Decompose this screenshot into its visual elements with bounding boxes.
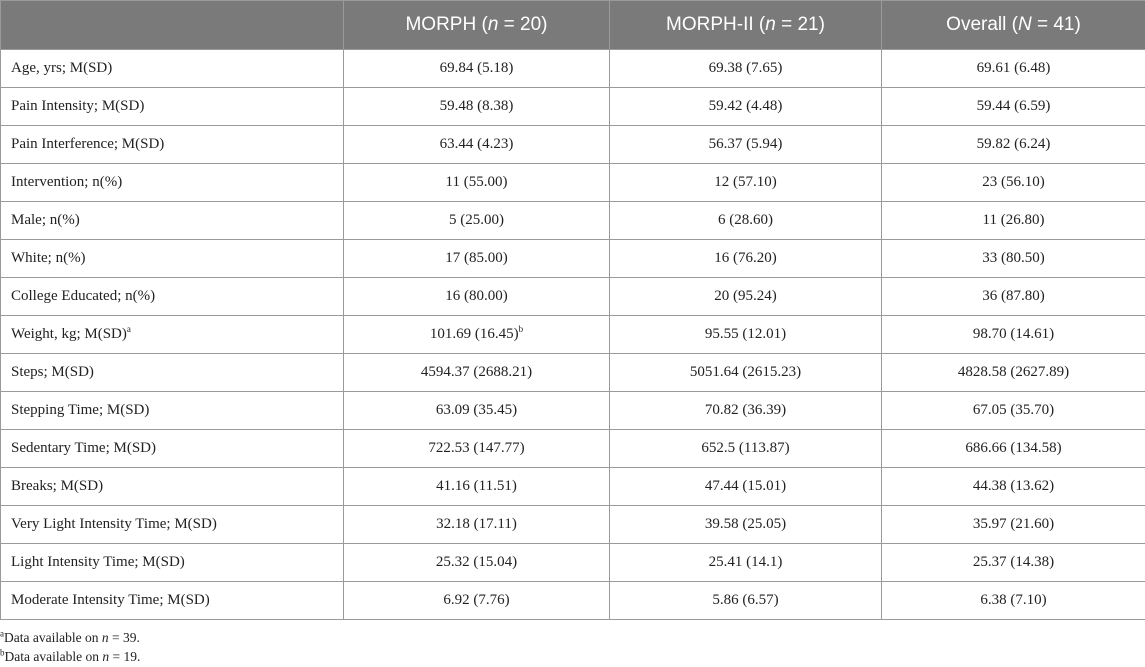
row-label-text: Pain Intensity; M(SD) (11, 98, 145, 114)
table-row (1, 50, 1145, 88)
header-blank-cell (1, 1, 344, 50)
table-row (1, 126, 1145, 164)
row-label (1, 392, 344, 430)
row-label (1, 430, 344, 468)
morph-value-text: 11 (55.00) (445, 174, 508, 190)
morph-value (344, 468, 610, 506)
footnote-a (0, 628, 140, 647)
morph-value (344, 354, 610, 392)
morph-ii-value-text: 69.38 (7.65) (708, 60, 783, 76)
morph-ii-value-text: 25.41 (14.1) (708, 554, 783, 570)
morph-ii-value (610, 164, 882, 202)
footnote-mark: a (0, 628, 4, 639)
morph-ii-value (610, 468, 882, 506)
row-label-text: Light Intensity Time; M(SD) (11, 554, 185, 570)
morph-value-text: 32.18 (17.11) (436, 516, 517, 532)
morph-ii-value-text: 5051.64 (2615.23) (689, 364, 802, 380)
row-label (1, 354, 344, 392)
footnote-text: Data available on (4, 649, 103, 664)
row-label (1, 50, 344, 88)
footnote-symbol: n (102, 649, 110, 664)
morph-ii-value-text: 47.44 (15.01) (704, 478, 787, 494)
overall-value-text: 36 (87.80) (982, 288, 1045, 304)
morph-value-text: 17 (85.00) (445, 250, 508, 266)
morph-ii-value-text: 59.42 (4.48) (708, 98, 783, 114)
morph-value-text: 41.16 (11.51) (436, 478, 517, 494)
header-morph: MORPH (n = 20) (344, 1, 610, 50)
morph-value-text: 4594.37 (2688.21) (420, 364, 533, 380)
morph-ii-value (610, 316, 882, 354)
table-row (1, 392, 1145, 430)
overall-value (882, 354, 1145, 392)
overall-value-text: 25.37 (14.38) (972, 554, 1055, 570)
row-label-text: Sedentary Time; M(SD) (11, 440, 157, 456)
table-row (1, 278, 1145, 316)
morph-value-text: 722.53 (147.77) (428, 440, 525, 456)
overall-value-text: 59.82 (6.24) (976, 136, 1051, 152)
overall-value-text: 69.61 (6.48) (976, 60, 1051, 76)
morph-value-text: 63.44 (4.23) (439, 136, 514, 152)
footnote-mark: b (0, 647, 5, 658)
table-row (1, 316, 1145, 354)
row-label-text: Breaks; M(SD) (11, 478, 104, 494)
morph-value (344, 278, 610, 316)
morph-ii-value (610, 88, 882, 126)
table-row (1, 202, 1145, 240)
morph-ii-value (610, 354, 882, 392)
row-label-text: Stepping Time; M(SD) (11, 402, 150, 418)
morph-value (344, 164, 610, 202)
morph-value (344, 582, 610, 620)
footnote-symbol: n (101, 630, 109, 645)
overall-value (882, 88, 1145, 126)
row-label-text: Steps; M(SD) (11, 364, 94, 380)
overall-value-text: 11 (26.80) (982, 212, 1045, 228)
overall-value-text: 44.38 (13.62) (972, 478, 1055, 494)
morph-ii-value (610, 202, 882, 240)
row-label-text: Moderate Intensity Time; M(SD) (11, 592, 210, 608)
footnote-value: = 39. (108, 630, 140, 645)
morph-value (344, 50, 610, 88)
morph-ii-value-text: 70.82 (36.39) (704, 402, 787, 418)
overall-value-text: 33 (80.50) (982, 250, 1045, 266)
overall-value-text: 23 (56.10) (982, 174, 1045, 190)
table-row (1, 354, 1145, 392)
row-label (1, 88, 344, 126)
morph-value-text: 16 (80.00) (445, 288, 508, 304)
overall-value (882, 202, 1145, 240)
footnote-marker: b (518, 324, 524, 334)
row-label (1, 316, 344, 354)
morph-value-text: 6.92 (7.76) (443, 592, 510, 608)
morph-ii-value-text: 20 (95.24) (714, 288, 777, 304)
footnote-value: = 19. (109, 649, 141, 664)
morph-value-text: 25.32 (15.04) (435, 554, 518, 570)
morph-value (344, 202, 610, 240)
table-row (1, 582, 1145, 620)
overall-value (882, 316, 1145, 354)
morph-ii-value-text: 5.86 (6.57) (712, 592, 779, 608)
morph-value (344, 392, 610, 430)
overall-value (882, 506, 1145, 544)
morph-value-text: 63.09 (35.45) (435, 402, 518, 418)
morph-value (344, 126, 610, 164)
overall-value (882, 582, 1145, 620)
morph-value (344, 240, 610, 278)
row-label (1, 278, 344, 316)
overall-value-text: 67.05 (35.70) (972, 402, 1055, 418)
morph-ii-value-text: 652.5 (113.87) (701, 440, 790, 456)
overall-value (882, 544, 1145, 582)
morph-ii-value (610, 582, 882, 620)
overall-value (882, 126, 1145, 164)
morph-ii-value (610, 506, 882, 544)
row-label (1, 506, 344, 544)
overall-value (882, 278, 1145, 316)
overall-value (882, 164, 1145, 202)
footnote-text: Data available on (4, 630, 102, 645)
row-label-text: Intervention; n(%) (11, 174, 123, 190)
morph-value (344, 316, 610, 354)
morph-value (344, 544, 610, 582)
morph-ii-value (610, 544, 882, 582)
morph-ii-value (610, 126, 882, 164)
overall-value-text: 686.66 (134.58) (965, 440, 1062, 456)
table-row (1, 430, 1145, 468)
header-overall: Overall (N = 41) (882, 1, 1145, 50)
row-label-text: Weight, kg; M(SD) (11, 326, 127, 342)
table-body (1, 50, 1145, 620)
footnote-marker: a (126, 324, 131, 334)
overall-value-text: 98.70 (14.61) (972, 326, 1055, 342)
morph-ii-value-text: 16 (76.20) (714, 250, 777, 266)
morph-value-text: 101.69 (16.45) (429, 326, 519, 342)
morph-value (344, 506, 610, 544)
row-label (1, 468, 344, 506)
table-row (1, 164, 1145, 202)
row-label-text: Male; n(%) (11, 212, 80, 228)
row-label (1, 582, 344, 620)
morph-ii-value-text: 12 (57.10) (714, 174, 777, 190)
row-label (1, 164, 344, 202)
morph-ii-value (610, 50, 882, 88)
table-row (1, 240, 1145, 278)
row-label-text: College Educated; n(%) (11, 288, 156, 304)
table-header-row (1, 1, 1145, 50)
row-label-text: Age, yrs; M(SD) (11, 60, 113, 76)
table-row (1, 506, 1145, 544)
row-label-text: White; n(%) (11, 250, 86, 266)
table-row (1, 88, 1145, 126)
morph-ii-value-text: 6 (28.60) (718, 212, 773, 228)
morph-ii-value (610, 240, 882, 278)
overall-value (882, 468, 1145, 506)
row-label (1, 126, 344, 164)
morph-ii-value (610, 278, 882, 316)
overall-value-text: 6.38 (7.10) (980, 592, 1047, 608)
morph-ii-value-text: 95.55 (12.01) (704, 326, 787, 342)
morph-value-text: 59.48 (8.38) (439, 98, 514, 114)
morph-value (344, 430, 610, 468)
table-row (1, 544, 1145, 582)
morph-value-text: 69.84 (5.18) (439, 60, 514, 76)
row-label (1, 202, 344, 240)
row-label (1, 240, 344, 278)
overall-value (882, 430, 1145, 468)
morph-ii-value (610, 392, 882, 430)
row-label (1, 544, 344, 582)
footnote-b (0, 647, 140, 666)
overall-value-text: 35.97 (21.60) (972, 516, 1055, 532)
footnotes (0, 628, 140, 666)
morph-ii-value (610, 430, 882, 468)
table-row (1, 468, 1145, 506)
overall-value (882, 392, 1145, 430)
morph-value-text: 5 (25.00) (449, 212, 504, 228)
morph-ii-value-text: 39.58 (25.05) (704, 516, 787, 532)
header-morph-ii: MORPH-II (n = 21) (610, 1, 882, 50)
morph-value (344, 88, 610, 126)
overall-value (882, 50, 1145, 88)
row-label-text: Pain Interference; M(SD) (11, 136, 165, 152)
overall-value-text: 4828.58 (2627.89) (957, 364, 1070, 380)
overall-value (882, 240, 1145, 278)
overall-value-text: 59.44 (6.59) (976, 98, 1051, 114)
row-label-text: Very Light Intensity Time; M(SD) (11, 516, 217, 532)
morph-ii-value-text: 56.37 (5.94) (708, 136, 783, 152)
